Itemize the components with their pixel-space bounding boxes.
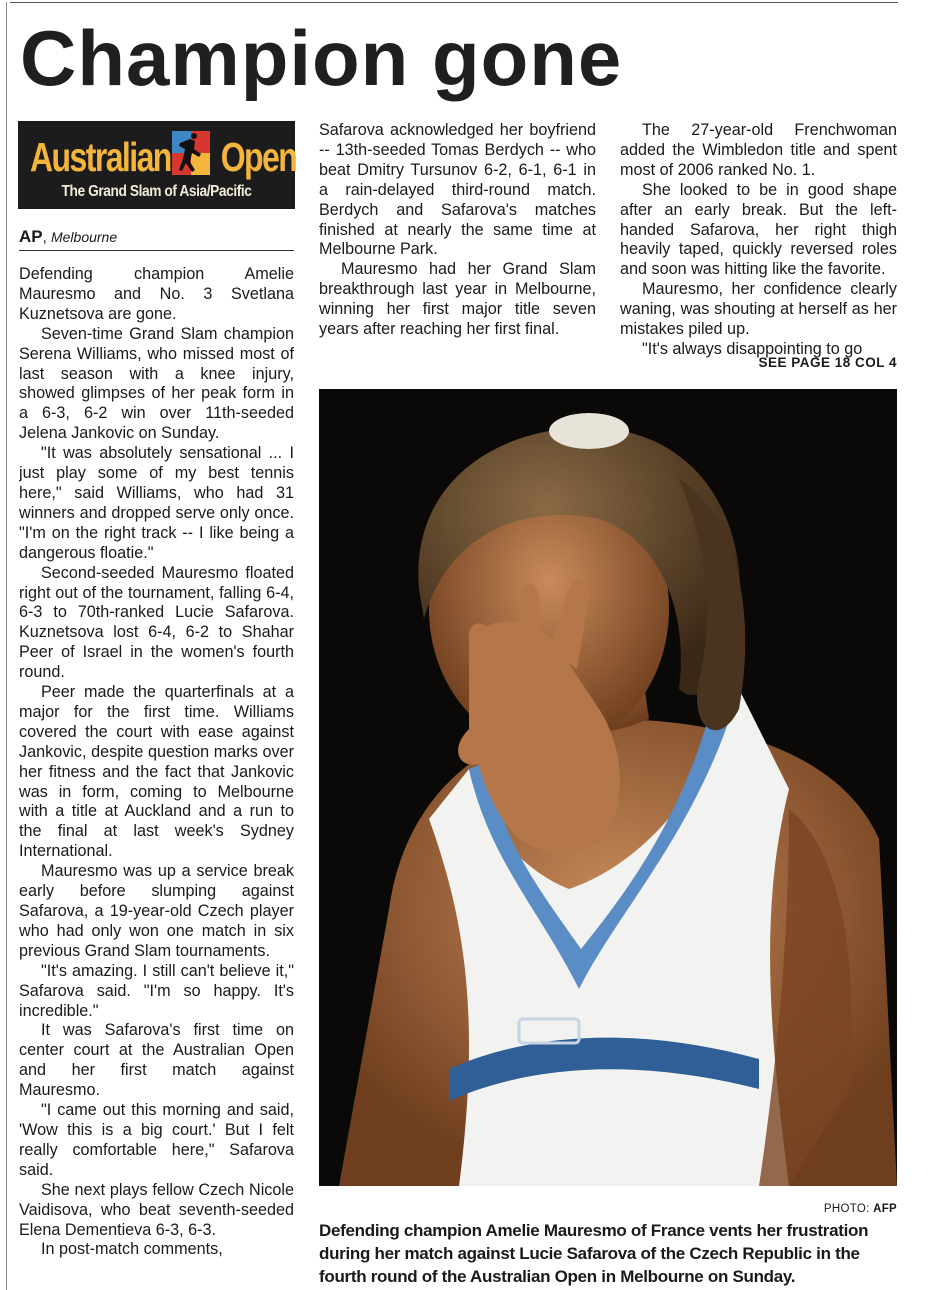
photo-credit-source: AFP bbox=[873, 1203, 897, 1215]
article-column-3 bbox=[620, 121, 897, 360]
byline-separator: , bbox=[42, 229, 47, 246]
logo-word-open: Open bbox=[220, 134, 297, 180]
paragraph: "It was absolutely sensational ... I just play some of my best tennis here," said Williams, who had 31 winners and dropped serve only once. "I'm on the right track -- I like being a dangerous floatie." bbox=[19, 444, 294, 562]
paragraph: She looked to be in good shape after an early break. But the left-handed Safarova, her right thigh heavily taped, quickly reversed roles and soon was hitting like the favorite. bbox=[620, 180, 897, 279]
paragraph: Mauresmo had her Grand Slam breakthrough last year in Melbourne, winning her first major title seven years after reaching her first final. bbox=[319, 260, 596, 339]
paragraph: Peer made the quarterfinals at a major for the first time. Williams covered the court with ease against Jankovic, despite question marks over her fitness and the fact that Jankovic was in form, coming to Melbourne with a title at Auckland and a run to the final at last week's Sydney International. bbox=[19, 683, 294, 861]
paragraph: Safarova acknowledged her boyfriend -- 13th-seeded Tomas Berdych -- who beat Dmitry Tursunov 6-2, 6-1, 6-1 in a rain-delayed third-round match. Berdych and Safarova's matches finished at nearly the same time at Melbourne Park. bbox=[319, 121, 596, 259]
continuation-jump: SEE PAGE 18 COL 4 bbox=[758, 355, 897, 370]
photo-caption: Defending champion Amelie Mauresmo of France vents her frustration during her match against Lucie Safarova of the Czech Republic in the fourth round of the Australian Open in Melbourne on Sunday. bbox=[319, 1221, 869, 1286]
logo-wordmark bbox=[30, 133, 296, 181]
news-photo bbox=[319, 389, 897, 1186]
logo-word-australian: Australian bbox=[30, 134, 171, 180]
paragraph: Mauresmo was up a service break early before slumping against Safarova, a 19-year-old Czech player who had only won one match in six previous Grand Slam tournaments. bbox=[19, 862, 294, 960]
byline-agency: AP bbox=[19, 227, 43, 246]
paragraph: Mauresmo, her confidence clearly waning, was shouting at herself as her mistakes piled up. bbox=[620, 280, 897, 339]
paragraph: It was Safarova's first time on center court at the Australian Open and her first match against Mauresmo. bbox=[19, 1021, 294, 1100]
paragraph: Defending champion Amelie Mauresmo and No. 3 Svetlana Kuznetsova are gone. bbox=[19, 265, 294, 323]
paragraph: "I came out this morning and said, 'Wow this is a big court.' But I felt really comfortable here," Safarova said. bbox=[19, 1101, 294, 1179]
paragraph: The 27-year-old Frenchwoman added the Wimbledon title and spent most of 2006 ranked No. 1. bbox=[620, 121, 897, 179]
headline: Champion gone bbox=[20, 14, 623, 102]
article-column-2 bbox=[319, 121, 596, 340]
paragraph: "It's amazing. I still can't believe it," Safarova said. "I'm so happy. It's incredible." bbox=[19, 961, 294, 1020]
paragraph: Seven-time Grand Slam champion Serena Williams, who missed most of last season with a knee injury, showed glimpses of her peak form in a 6-3, 6-2 win over 11th-seeded Jelena Jankovic on Sunday. bbox=[19, 324, 294, 443]
player-photo-illustration bbox=[319, 389, 897, 1186]
tennis-player-icon bbox=[168, 127, 214, 177]
byline-dateline: Melbourne bbox=[50, 229, 118, 245]
paragraph: Second-seeded Mauresmo floated right out of the tournament, falling 6-4, 6-3 to 70th-ranked Lucie Safarova. Kuznetsova lost 6-4, 6-2 to Shahar Peer of Israel in the women's fourth round. bbox=[19, 563, 294, 682]
left-rule bbox=[6, 2, 7, 1290]
paragraph: She next plays fellow Czech Nicole Vaidisova, who beat seventh-seeded Elena Dementieva 6-3, 6-3. bbox=[19, 1180, 294, 1239]
paragraph: In post-match comments, bbox=[41, 1240, 223, 1259]
photo-credit-label: PHOTO: bbox=[823, 1203, 870, 1215]
australian-open-logo bbox=[18, 121, 295, 209]
paragraph: "It's always disappointing to go bbox=[642, 339, 863, 358]
photo-credit bbox=[620, 1203, 897, 1215]
logo-tagline: The Grand Slam of Asia/Pacific bbox=[61, 183, 252, 200]
article-column-1 bbox=[19, 265, 294, 1285]
top-rule bbox=[10, 2, 898, 3]
byline bbox=[19, 226, 294, 251]
